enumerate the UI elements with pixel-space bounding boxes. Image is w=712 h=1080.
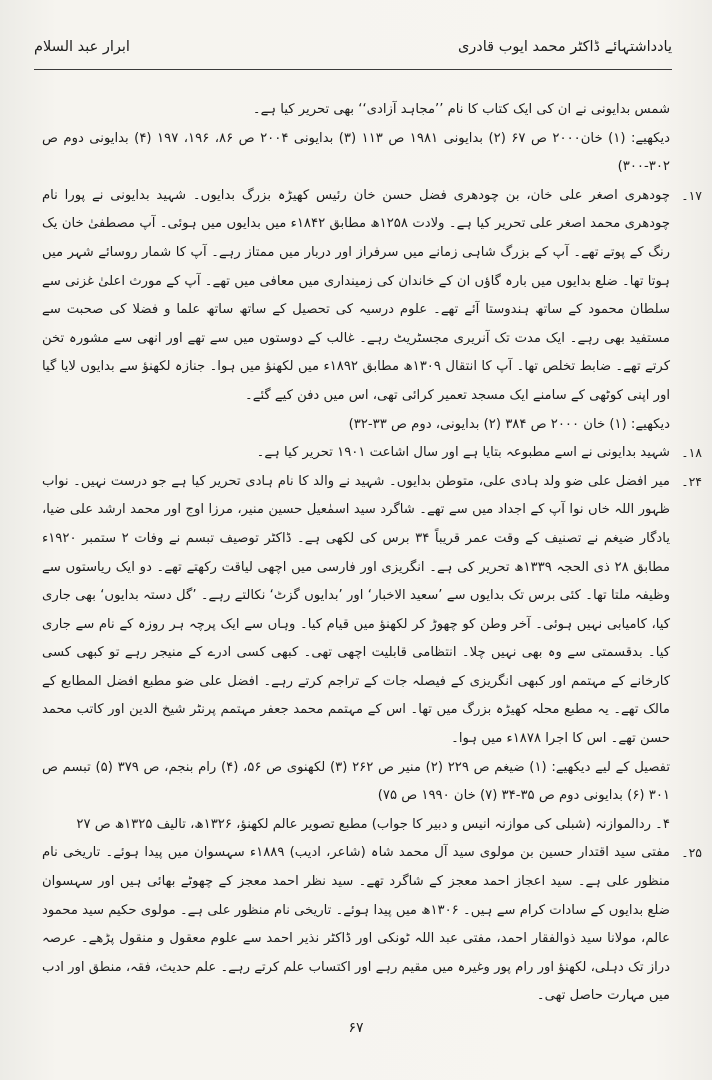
- header-rule: [34, 69, 672, 70]
- paragraph-3: [42, 182, 702, 411]
- note-number-17: ۱۷۔: [681, 187, 702, 203]
- note-number-25: ۲۵۔: [681, 845, 702, 861]
- paragraph-7-text: تفصیل کے لیے دیکھیے: (۱) ضیغم ص ۲۲۹ (۲) منیر ص ۲۶۲ (۳) لکھنوی ص ۵۶، (۴) رام بنجم، ص ۳۷۹ (۵) تبسم ص ۳۰۱ (۶) بدایونی دوم ص ۳۵-۳۴ (۷) خان ۱۹۹۰ ص ۷۵): [42, 759, 670, 804]
- running-header: [34, 30, 672, 64]
- header-book-title: یادداشتہائے ڈاکٹر محمد ایوب قادری: [457, 39, 672, 55]
- paragraph-8-text: ۴۔ ردالموازنہ (شبلی کی موازنہ انیس و دبیر کا جواب) مطبع تصویر عالم لکھنؤ، ۱۳۲۶ھ، تالیف ۱۳۲۵ھ ص ۲۷: [76, 816, 670, 832]
- header-author: ابرار عبد السلام: [34, 39, 130, 55]
- paragraph-6-text: میر افضل علی ضو ولد ہادی علی، متوطن بدایوں۔ شہید نے والد کا نام ہادی تحریر کیا ہے جو درست نہیں۔ نواب ظہور اللہ خاں نوا آپ کے اجداد میں سے تھے۔ شاگرد سید اسمٰعیل حسین منیر، مرزا اوج اور محمد ارشد علی ضیا، یادگار ضیغم نے تصنیف کے وقت عمر قریباً ۳۴ برس کی لکھی ہے۔ ڈاکٹر توصیف تبسم نے وفات ۲ ستمبر ۱۹۲۰ء مطابق ۲۸ ذی الحجہ ۱۳۳۹ھ تحریر کی ہے۔ انگریزی اور فارسی میں اچھی لیاقت رکھتے تھے۔ دو ایک ریاستوں سے وظیفہ ملتا تھا۔ کئی برس تک بدایوں سے ’سعید الاخبار‘ اور ’بدایوں گزٹ‘ نکالتے رہے۔ ’گل دستہ بدایوں‘ بھی جاری کیا، کامیابی نہیں ہوئی۔ آخر وطن کو چھوڑ کر لکھنؤ میں قیام کیا۔ وہاں سے ایک پرچہ ہر روزہ کے نام سے جاری کیا۔ بدقسمتی سے وہ بھی نہیں چلا۔ انتظامی قابلیت اچھی تھی۔ کبھی کسی ادرے کے منیجر رہے تو کبھی کسی کارخانے کے مہتمم اور کبھی انگریزی کے فیصلہ جات کے تراجم کرتے رہے۔ افضل علی ضو مطبع افضل المطابع کے مالک تھے۔ یہ مطبع محلہ کھیڑہ بزرگ میں تھا۔ اس کے مہتمم محمد جعفر مہتمم پرنٹر شیخ الدین اور کاتب محمد حسن تھے۔ اس کا اجرا ۱۸۷۸ء میں ہوا۔: [42, 473, 670, 747]
- paragraph-3-text: چودھری اصغر علی خان، بن چودھری فضل حسن خان رئیس کھیڑہ بزرگ بدایوں۔ شہید بدایونی نے پورا نام چودھری محمد اصغر علی تحریر کیا ہے۔ ولادت ۱۲۵۸ھ مطابق ۱۸۴۲ء میں بدایوں میں ہوئی۔ آپ مصطفیٰ خان یک رنگ کے پوتے تھے۔ آپ کے بزرگ شاہی زمانے میں سرفراز اور دربار میں ممتاز رہے۔ آپ کا شمار روسائے شہر میں ہوتا تھا۔ ضلع بدایوں میں بارہ گاؤں ان کے خاندان کی زمینداری میں معافی میں تھے۔ آپ کے مورث اعلیٰ غزنی سے سلطان محمود کے ساتھ ہندوستا آئے تھے۔ علوم درسیہ کی تحصیل کے ساتھ ساتھ علما و فضلا کی صحبت سے مستفید بھی رہے۔ ایک مدت تک آنریری مجسٹریٹ رہے۔ غالب کے دوستوں میں سے تھے اور انھی سے مشورہ تخن کرتے تھے۔ ضابط تخلص تھا۔ آپ کا انتقال ۱۳۰۹ھ مطابق ۱۸۹۲ء میں لکھنؤ میں ہوا۔ جنازہ لکھنؤ سے بدایوں لایا گیا اور اپنی کوٹھی کے سامنے ایک مسجد تعمیر کرائی تھی، اس میں دفن کیے گئے۔: [42, 187, 670, 403]
- paragraph-1: [42, 96, 670, 125]
- paragraph-2-text: دیکھیے: (۱) خان۲۰۰۰ ص ۶۷ (۲) بدایونی ۱۹۸۱ ص ۱۱۳ (۳) بدایونی ۲۰۰۴ ص ۸۶، ۱۹۶، ۱۹۷ (۴) بدایونی دوم ص ۳۰۲-۳۰۰): [42, 130, 670, 175]
- page-body: [42, 96, 702, 1011]
- paragraph-4: [42, 411, 670, 440]
- paragraph-7: [42, 754, 670, 811]
- paragraph-5-text: شہید بدایونی نے اسے مطبوعہ بتایا ہے اور سال اشاعت ۱۹۰۱ تحریر کیا ہے۔: [256, 445, 670, 461]
- paragraph-5: [42, 439, 702, 468]
- paragraph-1-text: شمس بدایونی نے ان کی ایک کتاب کا نام ’’مجاہد آزادی‘‘ بھی تحریر کیا ہے۔: [252, 102, 670, 117]
- note-number-18: ۱۸۔: [681, 445, 702, 461]
- paragraph-9: [42, 839, 702, 1011]
- paragraph-8: [42, 811, 670, 840]
- paragraph-2: [42, 125, 670, 182]
- paragraph-6: [42, 468, 702, 754]
- page-number: ۶۷: [348, 1020, 364, 1036]
- paragraph-4-text: دیکھیے: (۱) خان ۲۰۰۰ ص ۳۸۴ (۲) بدایونی، دوم ص ۳۳-۳۲): [348, 416, 670, 432]
- paragraph-9-text: مفتی سید اقتدار حسین بن مولوی سید آل محمد شاہ (شاعر، ادیب) ۱۸۸۹ء سہسوان میں پیدا ہوئے۔ تاریخی نام منظور علی ہے۔ سید اعجاز احمد معجز کے شاگرد تھے۔ سید نظر احمد معجز کے چھوٹے بھائی ہیں اور سہسوان ضلع بدایوں کے سادات کرام سے ہیں۔ ۱۳۰۶ھ میں پیدا ہوئے۔ تاریخی نام منظور علی ہے۔ مولوی حکیم سید محمود عالم، مولانا سید ذوالفقار احمد، مفتی عبد اللہ ٹونکی اور ڈاکٹر نذیر احمد سے علوم معقول و منقول پڑھے۔ عرصہ دراز تک دہلی، لکھنؤ اور رام پور وغیرہ میں مقیم رہے اور اکتساب علم کرتے رہے۔ علم حدیث، فقہ، منطق اور ادب میں مہارت حاصل تھی۔: [42, 845, 670, 1004]
- note-number-24: ۲۴۔: [681, 473, 702, 489]
